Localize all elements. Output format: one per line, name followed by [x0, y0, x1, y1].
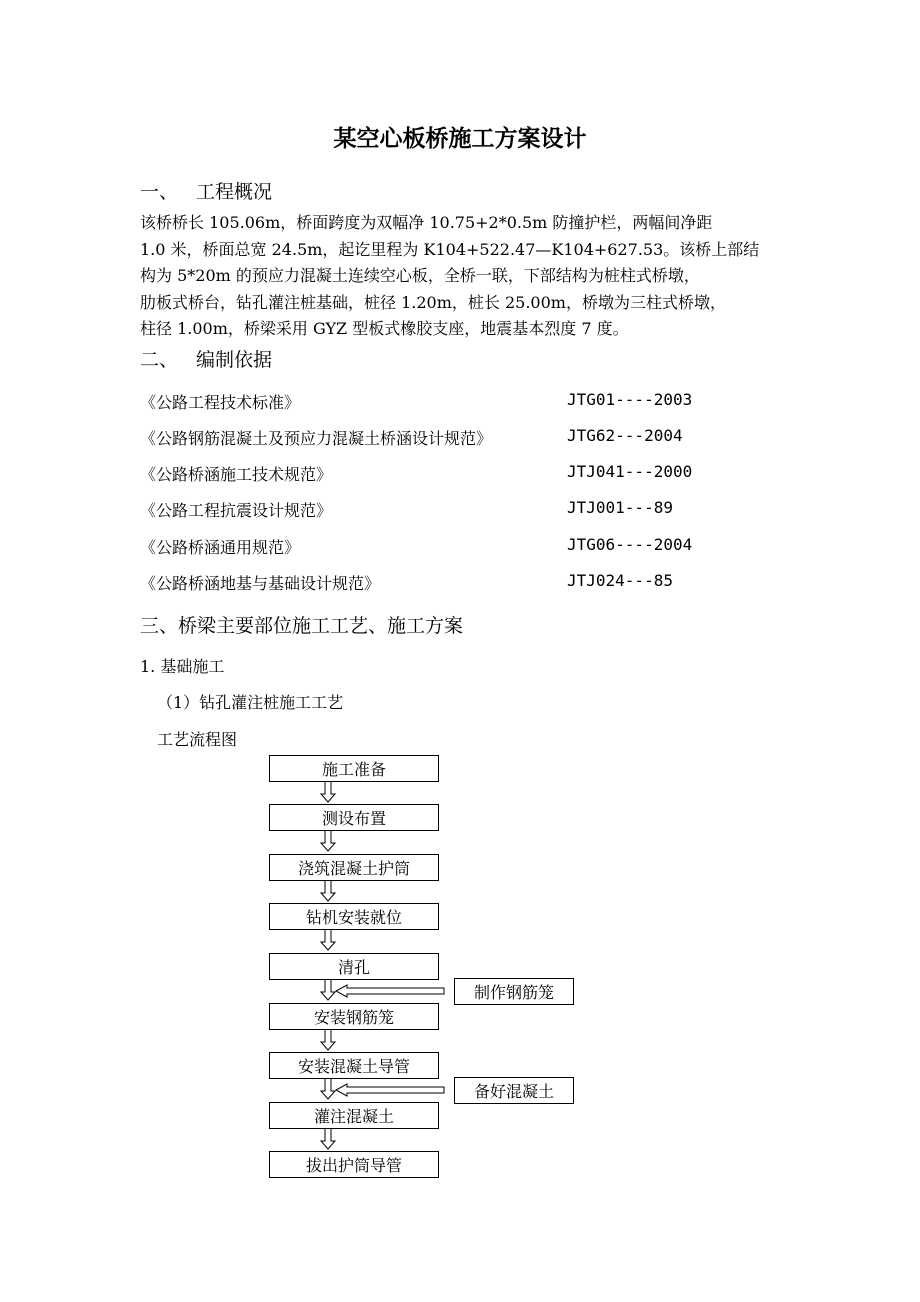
flow-step: 安装钢筋笼 — [269, 1003, 439, 1030]
flow-step: 安装混凝土导管 — [269, 1052, 439, 1079]
reference-code: JTJ041---2000 — [567, 462, 693, 481]
reference-name: 《公路工程抗震设计规范》 — [140, 501, 333, 520]
down-arrow-icon — [321, 880, 335, 901]
down-arrow-icon — [321, 979, 335, 1000]
section-label: 工程概况 — [196, 181, 273, 203]
reference-code: JTG62---2004 — [567, 426, 683, 445]
down-arrow-icon — [321, 1078, 335, 1099]
overview-line: 该桥桥长 105.06m，桥面跨度为双幅净 10.75+2*0.5m 防撞护栏，两幅间净距 — [140, 213, 713, 232]
overview-line: 柱径 1.00m，桥梁采用 GYZ 型板式橡胶支座，地震基本烈度 7 度。 — [140, 319, 629, 338]
reference-name: 《公路工程技术标准》 — [140, 393, 301, 412]
section-number: 二、 — [140, 349, 179, 371]
left-arrow-icon — [336, 1084, 444, 1096]
flow-step: 钻机安装就位 — [269, 903, 439, 930]
left-arrow-icon — [336, 985, 444, 997]
reference-code: JTJ001---89 — [567, 498, 673, 517]
down-arrow-icon — [321, 830, 335, 851]
down-arrow-icon — [321, 1128, 335, 1149]
reference-code: JTJ024---85 — [567, 571, 673, 590]
reference-code: JTG01----2003 — [567, 390, 693, 409]
reference-name: 《公路桥涵通用规范》 — [140, 538, 301, 557]
flow-side-step: 制作钢筋笼 — [454, 978, 574, 1005]
down-arrow-icon — [321, 1029, 335, 1050]
flow-side-step: 备好混凝土 — [454, 1077, 574, 1104]
overview-line: 构为 5*20m 的预应力混凝土连续空心板，全桥一联，下部结构为桩柱式桥墩， — [140, 266, 700, 285]
overview-line: 肋板式桥台，钻孔灌注桩基础，桩径 1.20m，桩长 25.00m，桥墩为三柱式桥墩， — [140, 292, 726, 312]
flow-step: 灌注混凝土 — [269, 1102, 439, 1129]
reference-code: JTG06----2004 — [567, 535, 693, 554]
page-title: 某空心板桥施工方案设计 — [333, 125, 587, 152]
reference-name: 《公路桥涵地基与基础设计规范》 — [140, 574, 381, 593]
subsubsection-heading: （1）钻孔灌注桩施工工艺 — [157, 693, 344, 712]
flow-step: 拔出护筒导管 — [269, 1151, 439, 1178]
reference-name: 《公路桥涵施工技术规范》 — [140, 465, 333, 484]
overview-line: 1.0 米，桥面总宽 24.5m，起讫里程为 K104+522.47—K104+627.53。该桥上部结 — [140, 239, 760, 259]
flow-step: 测设布置 — [269, 804, 439, 831]
section-label: 编制依据 — [196, 349, 273, 371]
flow-step: 浇筑混凝土护筒 — [269, 854, 439, 881]
flow-step: 清孔 — [269, 953, 439, 980]
section-heading-construction: 三、桥梁主要部位施工工艺、施工方案 — [140, 615, 464, 637]
down-arrow-icon — [321, 781, 335, 802]
flow-step: 施工准备 — [269, 755, 439, 782]
flow-caption: 工艺流程图 — [157, 730, 238, 749]
section-number: 一、 — [140, 181, 179, 203]
down-arrow-icon — [321, 929, 335, 950]
subsection-heading: 1. 基础施工 — [140, 657, 225, 676]
reference-name: 《公路钢筋混凝土及预应力混凝土桥涵设计规范》 — [140, 429, 493, 448]
